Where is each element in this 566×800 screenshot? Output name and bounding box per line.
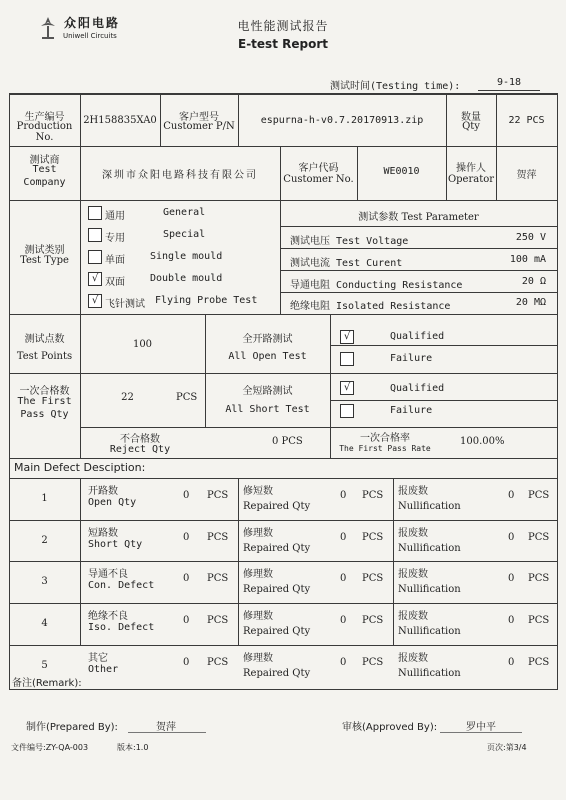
checkbox-single-mould[interactable] xyxy=(88,250,102,264)
defect-a-label-en: Short Qty xyxy=(88,539,143,550)
defect-c-label-cn: 报废数 xyxy=(398,528,428,539)
remark-label: 备注(Remark): xyxy=(12,678,82,689)
first-pass-label-cn: 一次合格数 xyxy=(19,386,70,397)
defect-a-label-en: Other xyxy=(88,664,119,675)
first-pass-label-en1: The First xyxy=(17,396,72,407)
defect-c-value: 0 xyxy=(508,532,515,543)
test-company-label-cn: 测试商 xyxy=(29,155,60,166)
defect-a-value: 0 xyxy=(183,532,190,543)
customer-pn-value: espurna-h-v0.7.20170913.zip xyxy=(260,115,424,126)
option-flying-cn: 飞针测试 xyxy=(105,299,145,310)
defect-a-value: 0 xyxy=(183,615,190,626)
pass-rate-label-en: The First Pass Rate xyxy=(339,444,431,453)
short-qualified-label: Qualified xyxy=(390,383,445,394)
defect-b-value: 0 xyxy=(340,532,347,543)
defect-c-unit: PCS xyxy=(528,657,550,668)
defect-row-number: 4 xyxy=(41,618,48,629)
approved-by-value: 罗中平 xyxy=(466,722,496,733)
defect-b-label-cn: 修理数 xyxy=(243,528,273,539)
doc-version: 版本:1.0 xyxy=(117,743,149,752)
reject-label-en: Reject Qty xyxy=(109,444,171,455)
defect-a-label-en: Open Qty xyxy=(88,497,137,508)
checkbox-double-mould[interactable]: √ xyxy=(88,272,102,286)
param-voltage-label: 测试电压 Test Voltage xyxy=(290,236,409,247)
defect-a-unit: PCS xyxy=(207,573,229,584)
short-failure-checkbox[interactable] xyxy=(340,404,354,418)
defect-a-label-cn: 短路数 xyxy=(88,528,118,539)
defect-c-unit: PCS xyxy=(528,532,550,543)
defect-a-label-cn: 导通不良 xyxy=(88,569,128,580)
test-type-label-en: Test Type xyxy=(20,255,69,266)
defect-c-label-cn: 报废数 xyxy=(398,486,428,497)
defect-c-unit: PCS xyxy=(528,573,550,584)
testing-time-label: 测试时间(Testing time): xyxy=(330,81,461,92)
defect-c-label-cn: 报废数 xyxy=(398,653,428,664)
defect-b-label-cn: 修短数 xyxy=(243,486,273,497)
first-pass-label-en2: Pass Qty xyxy=(20,409,69,420)
defect-row-number: 2 xyxy=(41,535,48,546)
operator-value: 贺萍 xyxy=(516,170,537,181)
option-special-en: Special xyxy=(163,229,206,240)
defect-b-value: 0 xyxy=(340,657,347,668)
open-qualified-checkbox[interactable]: √ xyxy=(340,330,354,344)
test-points-value: 100 xyxy=(132,339,153,350)
defect-c-label-en: Nullification xyxy=(398,626,461,637)
param-isolated-label: 绝缘电阻 Isolated Resistance xyxy=(290,301,451,312)
defect-b-label-en: Repaired Qty xyxy=(243,543,311,554)
checkbox-general[interactable] xyxy=(88,206,102,220)
defect-c-label-en: Nullification xyxy=(398,668,461,679)
defect-a-label-cn: 开路数 xyxy=(88,486,118,497)
customer-no-value: WE0010 xyxy=(383,166,420,177)
open-test-label-cn: 全开路测试 xyxy=(242,334,293,345)
defect-b-unit: PCS xyxy=(362,657,384,668)
defect-a-value: 0 xyxy=(183,573,190,584)
defect-b-label-en: Repaired Qty xyxy=(243,626,311,637)
defect-a-label-cn: 其它 xyxy=(88,653,108,664)
prepared-by-label: 制作(Prepared By): xyxy=(26,722,118,733)
param-voltage-value: 250 V xyxy=(515,232,546,243)
reject-value: 0 PCS xyxy=(272,436,303,447)
company-name-en: Uniwell Circuits xyxy=(63,32,117,40)
defect-c-unit: PCS xyxy=(528,490,550,501)
defect-b-unit: PCS xyxy=(362,573,384,584)
defect-a-unit: PCS xyxy=(207,657,229,668)
defect-b-unit: PCS xyxy=(362,490,384,501)
defect-b-unit: PCS xyxy=(362,615,384,626)
customer-pn-label-en: Customer P/N xyxy=(163,121,235,132)
checkbox-flying-probe[interactable]: √ xyxy=(88,294,102,308)
production-label-en: Production No. xyxy=(16,121,73,143)
test-points-label-en: Test Points xyxy=(16,351,73,362)
operator-label-en: Operator xyxy=(447,174,495,185)
param-current-value: 100 mA xyxy=(509,254,546,265)
param-conducting-value: 20 Ω xyxy=(521,276,546,287)
defect-a-value: 0 xyxy=(183,657,190,668)
pass-rate-value: 100.00% xyxy=(460,436,505,447)
option-double-cn: 双面 xyxy=(105,277,125,288)
defect-b-label-cn: 修理数 xyxy=(243,611,273,622)
reject-label-cn: 不合格数 xyxy=(120,434,160,445)
option-general-cn: 通用 xyxy=(105,211,125,222)
test-company-label-en2: Company xyxy=(23,177,66,188)
test-company-label-en1: Test xyxy=(32,164,57,175)
company-name-cn: 众阳电路 xyxy=(64,16,121,30)
defect-c-label-en: Nullification xyxy=(398,584,461,595)
defect-c-value: 0 xyxy=(508,490,515,501)
short-test-label-en: All Short Test xyxy=(225,404,310,415)
defect-b-value: 0 xyxy=(340,490,347,501)
first-pass-unit: PCS xyxy=(176,392,198,403)
open-qualified-label: Qualified xyxy=(390,331,445,342)
short-failure-label: Failure xyxy=(390,405,433,416)
production-label-cn: 生产编号 xyxy=(24,112,65,123)
open-test-label-en: All Open Test xyxy=(228,351,307,362)
defect-a-unit: PCS xyxy=(207,490,229,501)
customer-pn-label-cn: 客户型号 xyxy=(179,112,219,123)
defect-c-label-en: Nullification xyxy=(398,543,461,554)
testing-time-value: 9-18 xyxy=(496,77,522,88)
option-single-cn: 单面 xyxy=(105,255,125,266)
defect-section-title: Main Defect Desciption: xyxy=(14,461,146,474)
option-single-en: Single mould xyxy=(150,251,223,262)
option-general-en: General xyxy=(163,207,206,218)
defect-row-number: 5 xyxy=(41,660,48,671)
page-title-en: E-test Report xyxy=(238,37,328,51)
defect-b-unit: PCS xyxy=(362,532,384,543)
option-flying-en: Flying Probe Test xyxy=(155,295,258,306)
defect-row-number: 3 xyxy=(41,576,48,587)
approved-by-label: 审核(Approved By): xyxy=(342,722,438,733)
short-qualified-checkbox[interactable]: √ xyxy=(340,381,354,395)
prepared-by-value: 贺萍 xyxy=(156,722,176,733)
test-company-value: 深圳市众阳电路科技有限公司 xyxy=(102,170,258,181)
open-failure-label: Failure xyxy=(390,353,433,364)
param-isolated-value: 20 MΩ xyxy=(515,297,546,308)
qty-label-cn: 数量 xyxy=(461,112,481,123)
defect-c-value: 0 xyxy=(508,615,515,626)
defect-a-value: 0 xyxy=(183,490,190,501)
qty-label-en: Qty xyxy=(462,121,480,132)
defect-b-value: 0 xyxy=(340,615,347,626)
operator-label-cn: 操作人 xyxy=(456,163,486,174)
defect-row-number: 1 xyxy=(41,493,48,504)
first-pass-value: 22 xyxy=(121,392,134,403)
customer-no-label-en: Customer No. xyxy=(283,174,354,185)
checkbox-special[interactable] xyxy=(88,228,102,242)
page-number: 页次:第3/4 xyxy=(487,743,527,752)
defect-c-label-cn: 报废数 xyxy=(398,569,428,580)
defect-c-label-en: Nullification xyxy=(398,501,461,512)
test-type-label-cn: 测试类别 xyxy=(24,245,65,256)
defect-b-label-en: Repaired Qty xyxy=(243,584,311,595)
defect-a-label-cn: 绝缘不良 xyxy=(88,611,128,622)
defect-a-label-en: Iso. Defect xyxy=(88,622,155,633)
page-title-cn: 电性能测试报告 xyxy=(237,19,329,33)
qty-value: 22 PCS xyxy=(508,115,545,126)
defect-c-unit: PCS xyxy=(528,615,550,626)
defect-a-unit: PCS xyxy=(207,615,229,626)
defect-a-label-en: Con. Defect xyxy=(88,580,155,591)
defect-b-value: 0 xyxy=(340,573,347,584)
production-value: 2H158835XA0 xyxy=(83,115,157,126)
open-failure-checkbox[interactable] xyxy=(340,352,354,366)
pass-rate-label-cn: 一次合格率 xyxy=(360,433,410,444)
defect-c-value: 0 xyxy=(508,573,515,584)
test-parameter-title: 测试参数 Test Parameter xyxy=(358,212,479,223)
short-test-label-cn: 全短路测试 xyxy=(242,386,293,397)
option-double-en: Double mould xyxy=(150,273,223,284)
param-conducting-label: 导通电阻 Conducting Resistance xyxy=(290,280,463,291)
option-special-cn: 专用 xyxy=(105,233,125,244)
defect-c-value: 0 xyxy=(508,657,515,668)
param-current-label: 测试电流 Test Curent xyxy=(290,258,403,269)
defect-b-label-cn: 修理数 xyxy=(243,569,273,580)
defect-b-label-en: Repaired Qty xyxy=(243,501,311,512)
defect-a-unit: PCS xyxy=(207,532,229,543)
doc-number: 文件编号:ZY-QA-003 xyxy=(11,743,89,752)
defect-b-label-cn: 修理数 xyxy=(243,653,273,664)
customer-no-label-cn: 客户代码 xyxy=(298,163,339,174)
test-points-label-cn: 测试点数 xyxy=(24,334,65,345)
defect-b-label-en: Repaired Qty xyxy=(243,668,311,679)
defect-c-label-cn: 报废数 xyxy=(398,611,428,622)
